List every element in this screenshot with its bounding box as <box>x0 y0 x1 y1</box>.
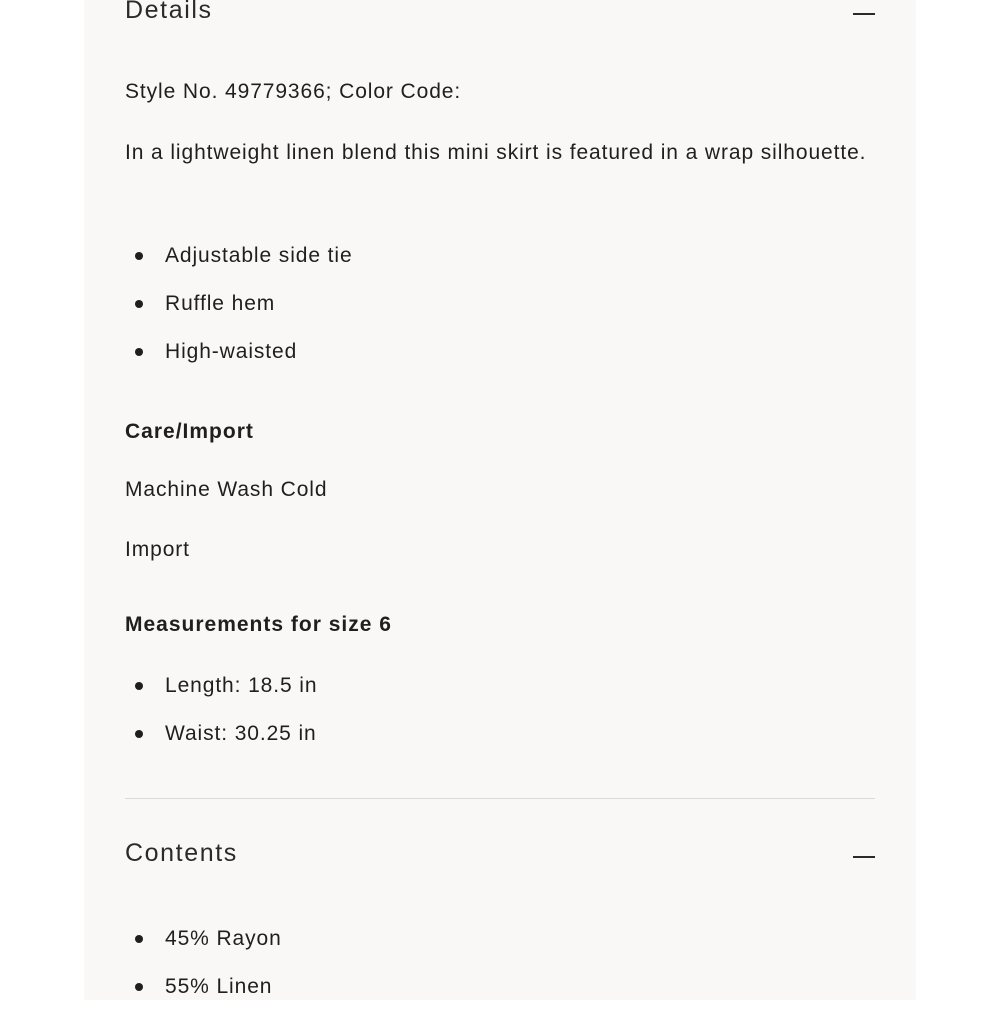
list-item: Adjustable side tie <box>125 232 353 280</box>
section-divider <box>125 798 875 799</box>
details-collapse-button[interactable] <box>851 3 877 25</box>
bullet-icon <box>135 682 143 690</box>
list-item: Length: 18.5 in <box>125 662 317 710</box>
import-note: Import <box>125 538 190 561</box>
bullet-icon <box>135 935 143 943</box>
contents-list <box>125 915 282 1011</box>
bullet-icon <box>135 730 143 738</box>
measurements-heading: Measurements for size 6 <box>125 613 392 636</box>
list-item: 45% Rayon <box>125 915 282 963</box>
product-description: In a lightweight linen blend this mini skirt is featured in a wrap silhouette. <box>125 141 867 164</box>
bullet-icon <box>135 348 143 356</box>
list-item: Ruffle hem <box>125 280 353 328</box>
bullet-icon <box>135 252 143 260</box>
details-section-title[interactable]: Details <box>125 0 213 24</box>
product-details-panel <box>84 0 916 1000</box>
feature-list <box>125 232 353 376</box>
care-instruction: Machine Wash Cold <box>125 478 328 501</box>
contents-section-title[interactable]: Contents <box>125 839 238 867</box>
minus-icon <box>853 13 875 15</box>
list-item: 55% Linen <box>125 963 282 1011</box>
bullet-icon <box>135 983 143 991</box>
minus-icon <box>853 856 875 858</box>
style-number: Style No. 49779366; Color Code: <box>125 80 462 103</box>
care-import-heading: Care/Import <box>125 420 254 443</box>
measurements-list <box>125 662 317 758</box>
bullet-icon <box>135 300 143 308</box>
contents-collapse-button[interactable] <box>851 846 877 868</box>
list-item: Waist: 30.25 in <box>125 710 317 758</box>
list-item: High-waisted <box>125 328 353 376</box>
